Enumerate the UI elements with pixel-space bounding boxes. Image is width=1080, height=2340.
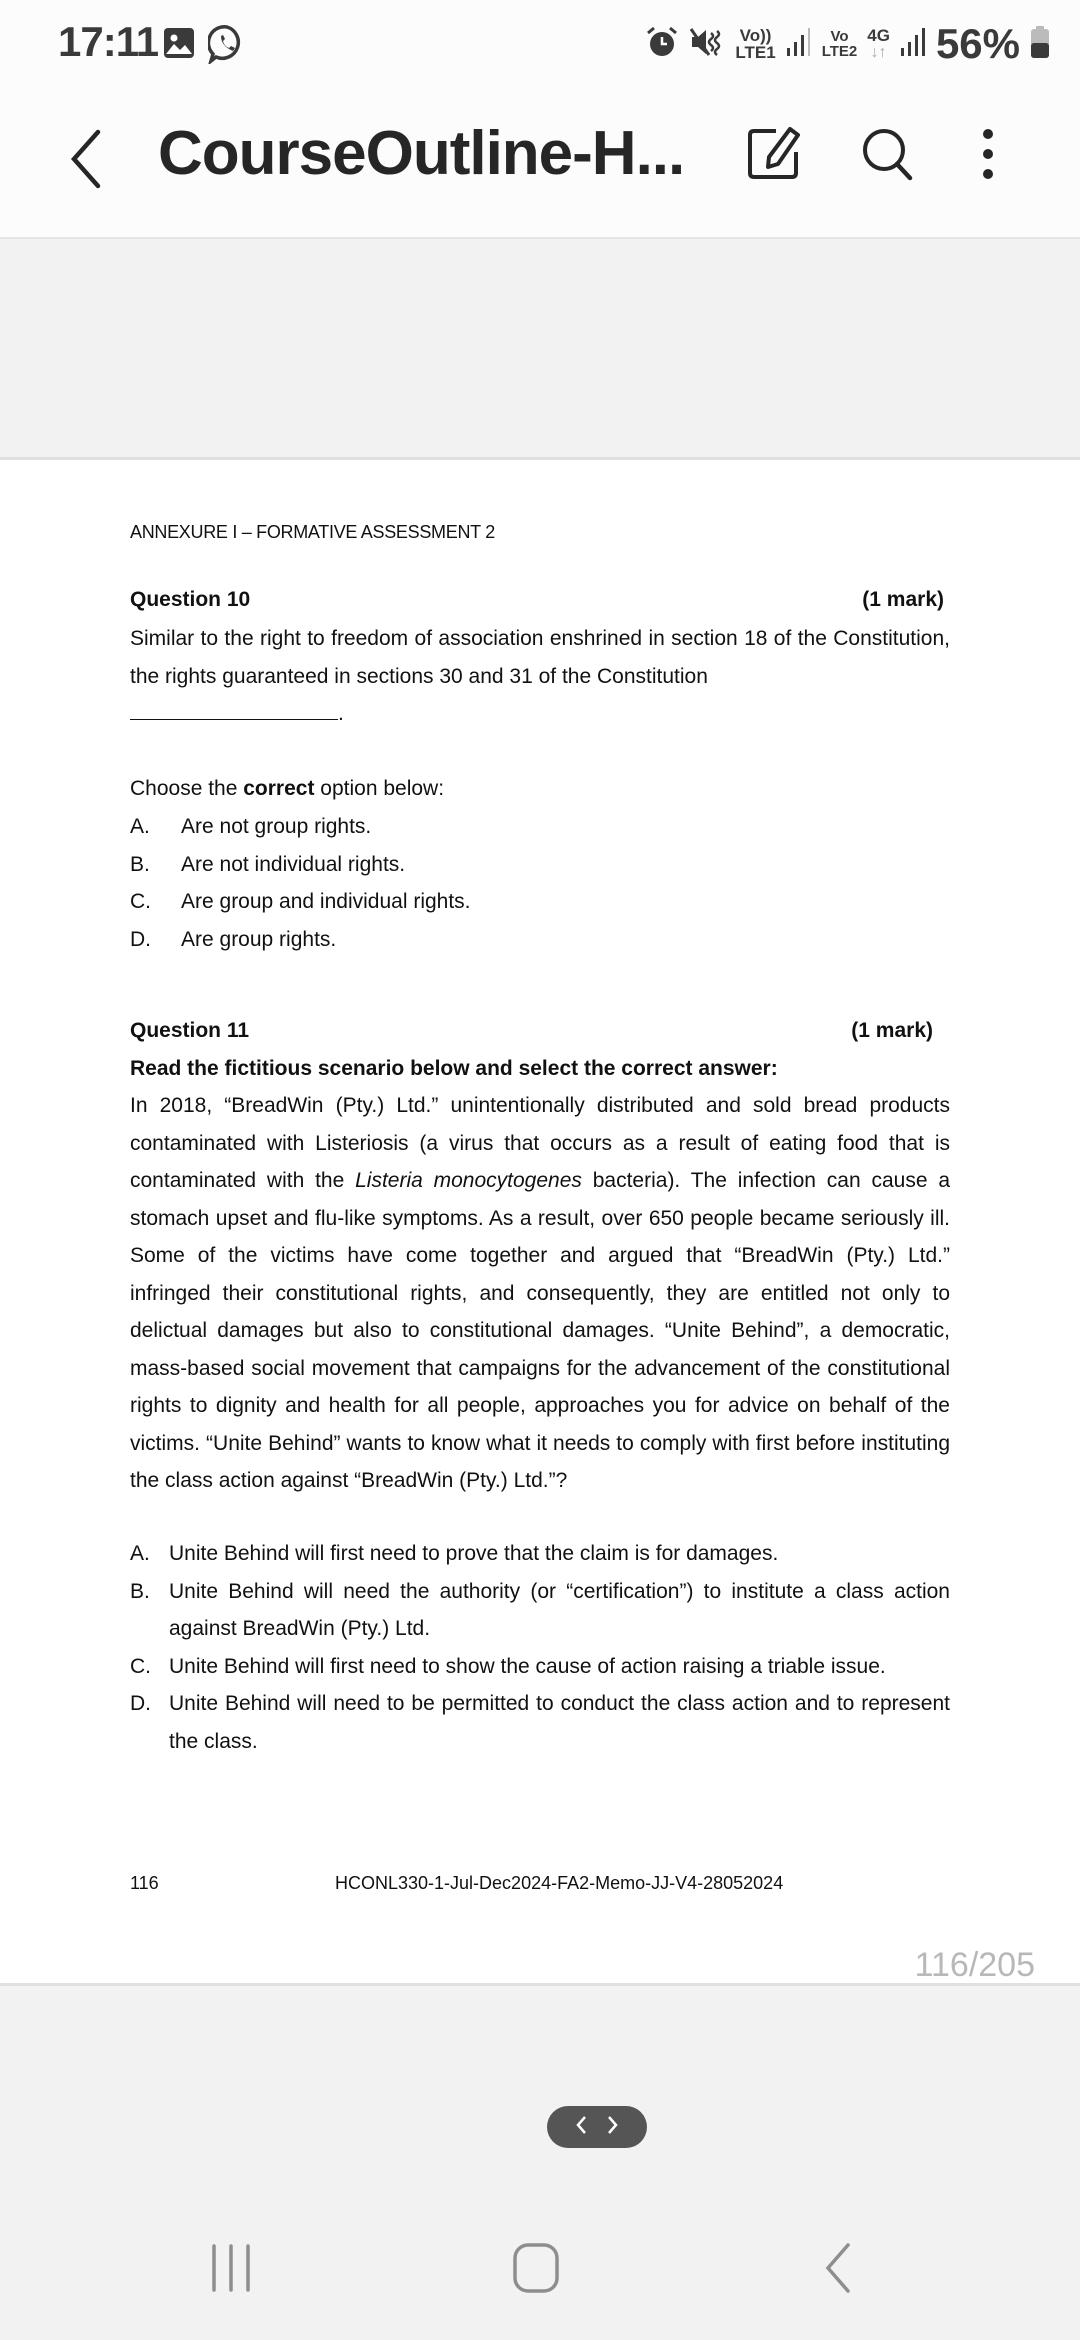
clock: 17:11 — [58, 18, 159, 65]
page-gap — [0, 239, 1080, 460]
page-navigator — [547, 2106, 647, 2148]
mute-vibrate-icon — [689, 25, 725, 64]
option-b: B. Are not individual rights. — [130, 852, 406, 876]
more-options-button[interactable] — [980, 126, 996, 187]
option-a: A. Are not group rights. — [130, 815, 372, 838]
question-11-scenario: In 2018, “BreadWin (Pty.) Ltd.” unintentionally distributed and sold bread products contaminated with Listeriosis (a virus that occurs as a result of eating food that is contaminated with the Listeria monocytogenes bacteria). The infection can cause a stomach upset and flu-like symptoms. As a result, over 650 people became seriously ill. Some of the victims have come together and argued that “BreadWin (Pty.) Ltd.” infringed their constitutional rights, and consequently, they are entitled not only to delictual damages but also to constitutional damages. “Unite Behind”, a democratic, mass-based social movement that campaigns for the advancement of the constitutional rights to dignity and health for all people, approaches you for advice on behalf of the victims. “Unite Behind” wants to know what it needs to comply with first before instituting the class action against “BreadWin (Pty.) Ltd.”? — [130, 1094, 951, 1492]
page-footer-number: 116 — [130, 1873, 159, 1893]
back-nav-button[interactable] — [822, 2242, 854, 2299]
alarm-icon — [645, 25, 679, 64]
back-button[interactable] — [66, 128, 106, 195]
page-counter: 116/205 — [914, 1946, 1035, 1984]
document-page[interactable] — [0, 460, 1080, 1986]
question-10-instruction: Choose the correct option below: — [130, 777, 445, 800]
signal-sim1-icon — [786, 26, 812, 63]
question-10-stem: Similar to the right to freedom of association enshrined in section 18 of the Constitution, the rights guaranteed in sections 30 and 31 of the Constitution . — [130, 627, 950, 725]
question-11-options — [130, 1535, 950, 1760]
question-11-heading — [130, 1019, 933, 1043]
question-11-instruction: Read the fictitious scenario below and select the correct answer: — [130, 1057, 778, 1080]
sim2-volte: Vo LTE2 — [821, 28, 858, 60]
status-bar — [0, 0, 1080, 90]
question-title: Question 10 — [130, 588, 251, 611]
option-c: C. Unite Behind will first need to show the cause of action raising a triable issue. — [130, 1654, 886, 1678]
option-b: B. Unite Behind will need the authority (or “certification”) to institute a class action against BreadWin (Pty.) Ltd. — [130, 1579, 950, 1640]
question-10-options — [130, 808, 950, 958]
home-button[interactable] — [512, 2242, 560, 2299]
signal-sim2-icon — [900, 26, 926, 63]
gallery-icon — [163, 27, 195, 64]
page-footer-code: HCONL330-1-Jul-Dec2024-FA2-Memo-JJ-V4-28052024 — [335, 1873, 784, 1893]
next-page-button[interactable] — [606, 2115, 620, 2140]
app-bar — [0, 90, 1080, 239]
option-d: D. Are group rights. — [130, 927, 337, 951]
battery-icon — [1030, 25, 1050, 64]
sim1-volte: Vo)) LTE1 — [735, 26, 776, 62]
system-nav-bar — [0, 2220, 1080, 2320]
option-d: D. Unite Behind will need to be permitted to conduct the class action and to represent the class. — [130, 1692, 950, 1753]
question-10-heading — [130, 588, 944, 612]
option-a: A. Unite Behind will first need to prove that the claim is for damages. — [130, 1542, 779, 1565]
document-title: CourseOutline-H... — [158, 119, 685, 188]
question-title: Question 11 — [130, 1019, 250, 1042]
whatsapp-icon — [208, 24, 246, 69]
system-status — [645, 14, 1050, 74]
question-marks: (1 mark) — [851, 1019, 933, 1042]
battery-percent: 56% — [935, 20, 1020, 67]
edit-button[interactable] — [746, 126, 802, 187]
annexure-header: ANNEXURE I – FORMATIVE ASSESSMENT 2 — [130, 522, 495, 542]
network-4g: 4G ↓↑ — [867, 26, 890, 61]
previous-page-button[interactable] — [574, 2115, 588, 2140]
option-c: C. Are group and individual rights. — [130, 890, 471, 913]
answer-blank — [130, 699, 338, 720]
question-marks: (1 mark) — [862, 588, 944, 611]
recents-button[interactable] — [210, 2244, 252, 2297]
search-button[interactable] — [860, 126, 916, 187]
